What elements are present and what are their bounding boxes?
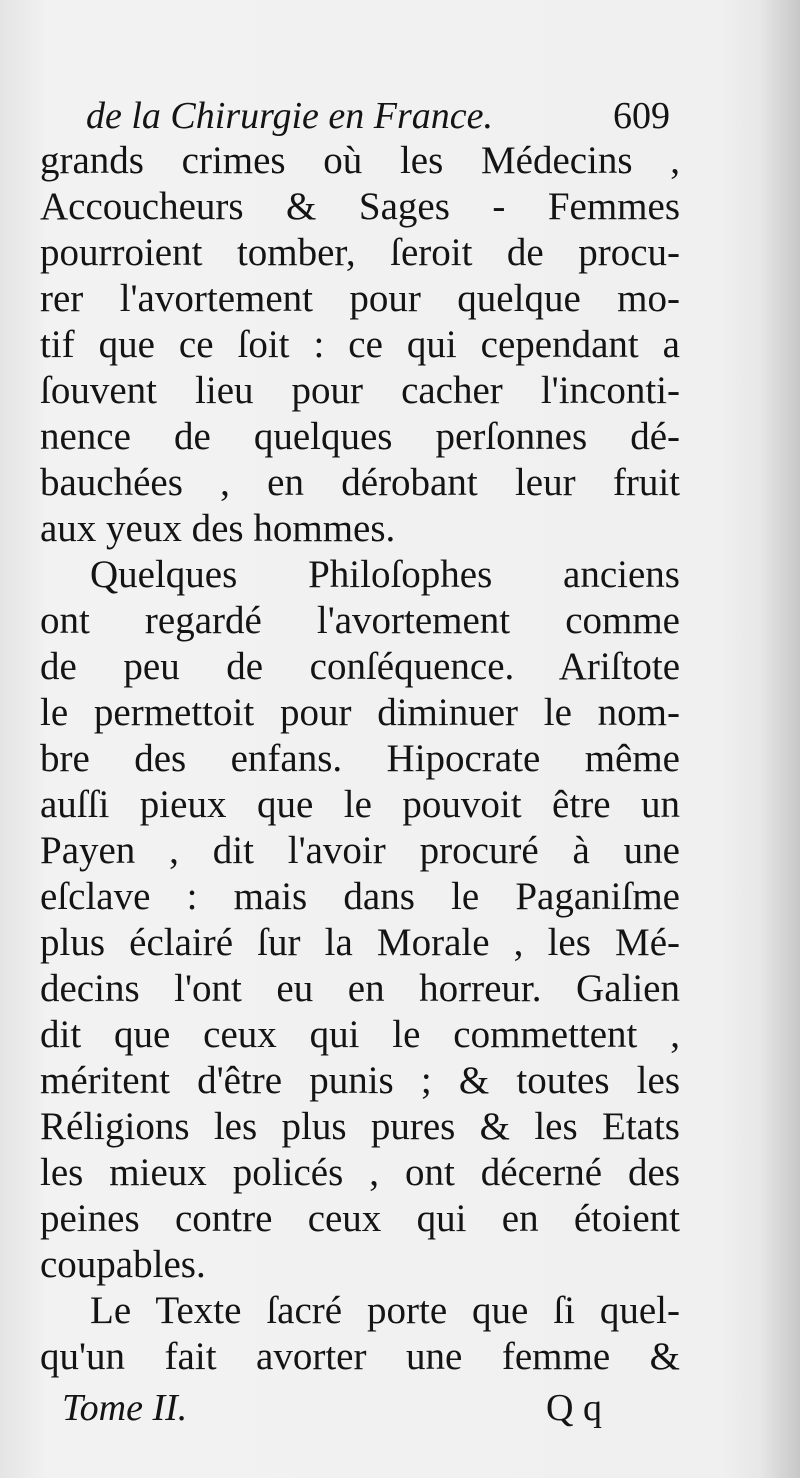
text-line: Réligions les plus pures & les Etats [40, 1105, 680, 1148]
text-line: Quelques Philoſophes anciens [90, 553, 680, 596]
text-line: grands crimes où les Médecins , [40, 139, 680, 182]
text-line: ſouvent lieu pour cacher l'inconti- [40, 369, 680, 412]
text-line: tif que ce ſoit : ce qui cependant a [40, 323, 680, 366]
text-line: Accoucheurs & Sages - Femmes [40, 185, 680, 228]
text-line: pourroient tomber, ſeroit de procu- [40, 231, 680, 274]
page-footer [62, 1383, 602, 1433]
text-line: qu'un fait avorter une femme & [40, 1335, 680, 1378]
page-header [86, 86, 670, 146]
text-line: auſſi pieux que le pouvoit être un [40, 783, 680, 826]
text-line: aux yeux des hommes. [40, 507, 396, 550]
text-line: rer l'avortement pour quelque mo- [40, 277, 680, 320]
text-line: nence de quelques perſonnes dé- [40, 415, 680, 458]
running-title: de la Chirurgie en France. [86, 95, 494, 137]
page-number: 609 [613, 95, 670, 137]
text-line: bauchées , en dérobant leur fruit [40, 461, 680, 504]
text-line: plus éclairé ſur la Morale , les Mé- [40, 921, 680, 964]
text-line: eſclave : mais dans le Paganiſme [40, 875, 680, 918]
page-edge-shadow [760, 0, 800, 1478]
text-line: coupables. [40, 1243, 206, 1286]
text-line: ont regardé l'avortement comme [40, 599, 680, 642]
text-line: Le Texte ſacré porte que ſi quel- [90, 1289, 680, 1332]
body-text [40, 138, 680, 1380]
text-line: bre des enfans. Hipocrate même [40, 737, 680, 780]
text-line: méritent d'être punis ; & toutes les [40, 1059, 680, 1102]
text-line: decins l'ont eu en horreur. Galien [40, 967, 680, 1010]
text-line: peines contre ceux qui en étoient [40, 1197, 680, 1240]
volume-label: Tome II. [62, 1387, 188, 1429]
text-line: dit que ceux qui le commettent , [40, 1013, 680, 1056]
signature-mark: Q q [546, 1387, 602, 1429]
text-line: les mieux policés , ont décerné des [40, 1151, 680, 1194]
text-line: Payen , dit l'avoir procuré à une [40, 829, 680, 872]
text-line: de peu de conſéquence. Ariſtote [40, 645, 680, 688]
text-line: le permettoit pour diminuer le nom- [40, 691, 680, 734]
